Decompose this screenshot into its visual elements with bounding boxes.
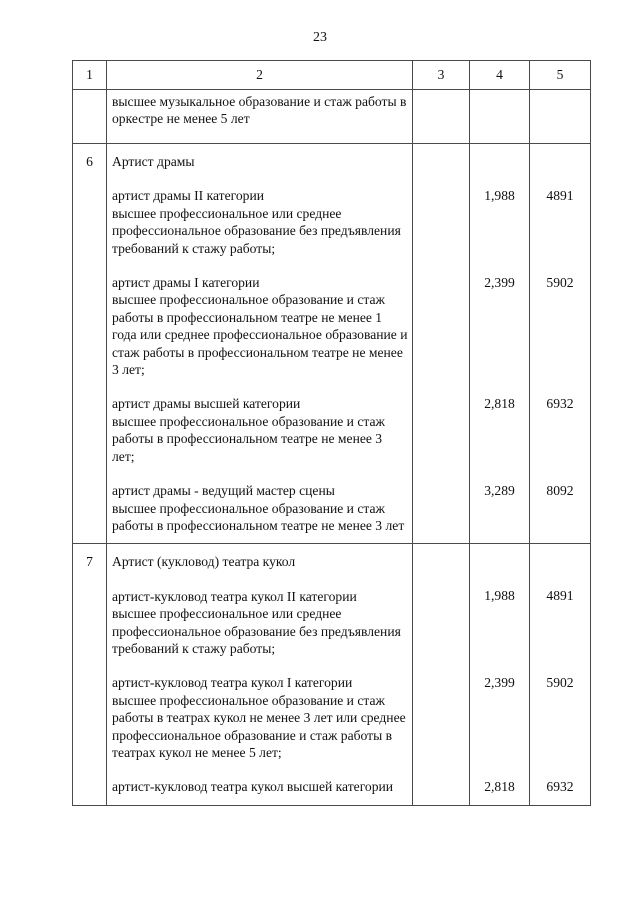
salary-value: 8092 — [546, 482, 574, 498]
column-header: 5 — [530, 61, 591, 90]
position-description-cell — [107, 144, 413, 544]
category-requirements: высшее профессиональное образование и стаж работы в профессиональном театре не менее 1 года или среднее профессиональное образование и стаж работы в профессиональном театре не менее 3 лет; — [112, 292, 408, 378]
column-header: 1 — [73, 61, 107, 90]
category-title: артист-кукловод театра кукол II категории — [112, 588, 357, 604]
category-requirements: высшее профессиональное или среднее профессиональное образование без предъявления требований к стажу работы; — [112, 205, 401, 256]
coefficient-cell — [470, 544, 530, 805]
column-header: 3 — [413, 61, 470, 90]
category-block — [112, 274, 408, 378]
column-header: 4 — [470, 61, 530, 90]
salary-value: 4891 — [546, 588, 574, 604]
coefficient-cell — [470, 144, 530, 544]
empty-cell — [413, 144, 470, 544]
coefficient-value: 2,399 — [484, 674, 515, 690]
category-title: артист-кукловод театра кукол высшей категории — [112, 779, 394, 795]
position-description-cell — [107, 544, 413, 805]
category-title: артист драмы II категории — [112, 188, 265, 204]
salary-cell — [530, 90, 591, 144]
salary-value: 6932 — [546, 395, 574, 411]
column-header: 2 — [107, 61, 413, 90]
table-row — [73, 544, 591, 805]
category-requirements: высшее профессиональное образование и стаж работы в профессиональном театре не менее 3 лет — [112, 500, 405, 533]
coefficient-value: 2,818 — [484, 778, 515, 794]
continuation-text: высшее музыкальное образование и стаж работы в оркестре не менее 5 лет — [112, 94, 407, 127]
row-number-cell — [73, 90, 107, 144]
category-block — [112, 674, 408, 761]
row-number: 6 — [73, 144, 107, 544]
continuation-row — [73, 90, 591, 144]
coefficient-value: 3,289 — [484, 482, 515, 498]
row-number: 7 — [73, 544, 107, 805]
coefficient-cell — [470, 90, 530, 144]
category-requirements: высшее профессиональное или среднее профессиональное образование без предъявления требований к стажу работы; — [112, 606, 401, 656]
empty-cell — [413, 90, 470, 144]
salary-value: 5902 — [546, 674, 574, 690]
salary-value: 5902 — [546, 274, 574, 290]
category-block — [112, 482, 408, 534]
position-description-cell — [107, 90, 413, 144]
page-number: 23 — [313, 30, 327, 45]
salary-value: 6932 — [546, 778, 574, 794]
empty-cell — [413, 544, 470, 805]
category-title: артист драмы - ведущий мастер сцены — [112, 483, 335, 499]
coefficient-value: 1,988 — [484, 187, 515, 203]
category-block — [112, 778, 408, 795]
salary-cell — [530, 544, 591, 805]
category-requirements: высшее профессиональное образование и стаж работы в профессиональном театре не менее 3 лет; — [112, 413, 385, 464]
salary-cell — [530, 144, 591, 544]
category-title: артист драмы высшей категории — [112, 396, 301, 412]
category-title: артист-кукловод театра кукол I категории — [112, 675, 353, 691]
category-title: артист драмы I категории — [112, 275, 260, 291]
tariff-table — [72, 60, 591, 806]
category-requirements: высшее профессиональное образование и стаж работы в театрах кукол не менее 3 лет или среднее профессиональное образование и стаж работы в театрах кукол не менее 5 лет; — [112, 692, 406, 760]
position-group-title: Артист (кукловод) театра кукол — [112, 554, 296, 570]
coefficient-value: 2,399 — [484, 274, 515, 290]
table-row — [73, 144, 591, 544]
coefficient-value: 1,988 — [484, 588, 515, 604]
position-group-title: Артист драмы — [112, 154, 195, 169]
salary-value: 4891 — [546, 187, 574, 203]
table-header-row — [73, 61, 591, 90]
coefficient-value: 2,818 — [484, 395, 515, 411]
category-block — [112, 187, 408, 257]
category-block — [112, 395, 408, 465]
category-block — [112, 588, 408, 658]
